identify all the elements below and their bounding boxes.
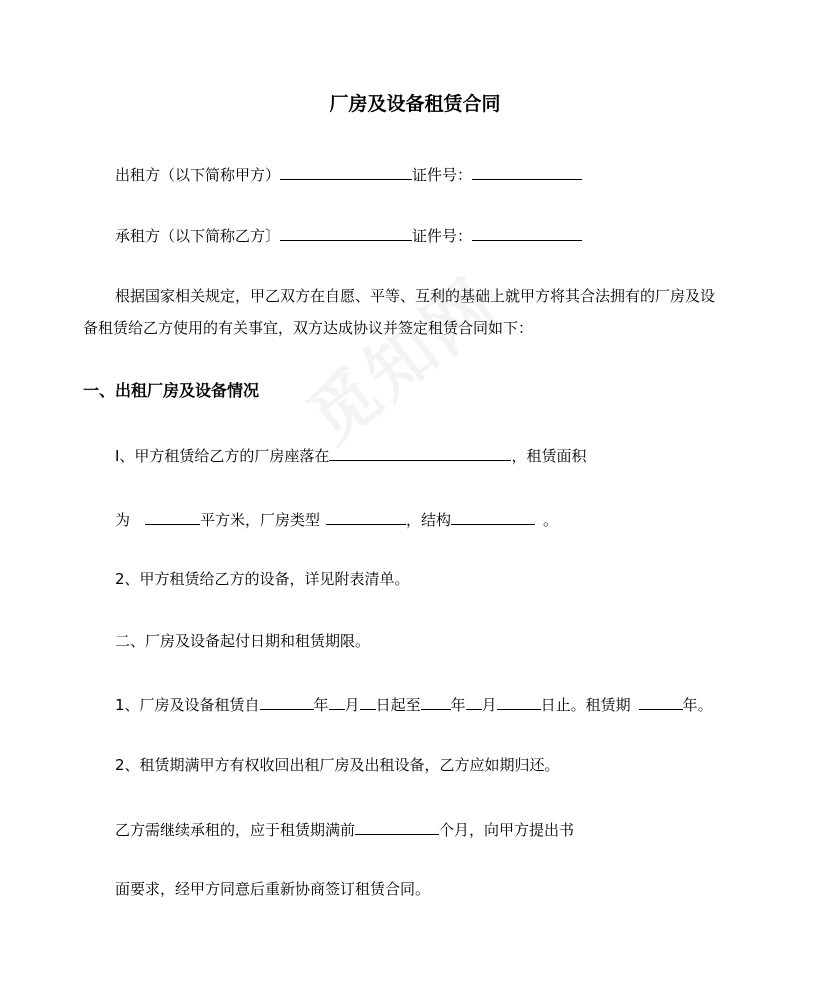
lessee-line	[115, 224, 582, 246]
structure-label: ，结构	[406, 511, 452, 529]
area-unit-and-type-label: 平方米，厂房类型	[200, 511, 321, 529]
end-month-label: 月	[481, 696, 497, 714]
renewal-notice-suffix: 个月，向甲方提出书	[439, 821, 575, 839]
notice-months-blank	[355, 818, 439, 835]
factory-type-blank	[326, 508, 406, 525]
start-year-blank	[260, 693, 314, 710]
section2-item1	[115, 693, 713, 715]
start-month-label: 月	[344, 696, 360, 714]
area-prefix: 为	[115, 511, 131, 529]
lessee-id-blank	[472, 224, 582, 241]
intro-line-1: 根据国家相关规定，甲乙双方在自愿、平等、互利的基础上就甲方将其合法拥有的厂房及设	[115, 287, 716, 305]
page-title: 厂房及设备租赁合同	[329, 93, 501, 115]
term-years-blank	[639, 693, 683, 710]
end-year-blank	[421, 693, 451, 710]
section1-item1-line2	[115, 508, 558, 530]
start-year-label: 年	[313, 696, 329, 714]
lessor-line	[115, 163, 582, 185]
line-end-period: 。	[543, 511, 559, 529]
section2-item3-line1	[115, 818, 574, 840]
term-years-label: 年。	[682, 696, 713, 714]
intro-line-2: 备租赁给乙方使用的有关事宜，双方达成协议并签定租赁合同如下：	[83, 319, 534, 337]
section2-item3-line2: 面要求，经甲方同意后重新协商签订租赁合同。	[115, 880, 431, 898]
item1-area-label: ，租赁面积	[511, 447, 587, 465]
start-month-blank	[329, 693, 345, 710]
renewal-notice-label: 乙方需继续承租的，应于租赁期满前	[115, 821, 356, 839]
section1-heading: 一、出租厂房及设备情况	[83, 381, 260, 400]
end-year-label: 年	[450, 696, 466, 714]
section2-item2: 2、租赁期满甲方有权收回出租厂房及出租设备，乙方应如期归还。	[115, 756, 560, 774]
lessor-name-blank	[280, 163, 412, 180]
end-day-and-term-label: 日止。租赁期	[540, 696, 631, 714]
term-from-label: 1、厂房及设备租赁自	[115, 696, 260, 714]
start-day-label: 日起至	[375, 696, 421, 714]
area-blank	[145, 508, 200, 525]
section2-heading: 二、厂房及设备起付日期和租赁期限。	[115, 632, 371, 650]
item1-location-label: I、甲方租赁给乙方的厂房座落在	[115, 447, 330, 465]
location-blank	[329, 444, 511, 461]
lessee-id-label: 证件号：	[412, 227, 473, 245]
end-day-blank	[497, 693, 541, 710]
end-month-blank	[466, 693, 482, 710]
watermark	[285, 252, 515, 461]
lessee-label: 承租方（以下简称乙方〕	[115, 227, 281, 245]
lessor-id-label: 证件号：	[412, 166, 473, 184]
start-day-blank	[360, 693, 376, 710]
lessee-name-blank	[280, 224, 412, 241]
lessor-label: 出租方（以下简称甲方）	[115, 166, 281, 184]
section1-item1-line1	[115, 444, 586, 466]
lessor-id-blank	[472, 163, 582, 180]
section1-item2: 2、甲方租赁给乙方的设备，详见附表清单。	[115, 570, 410, 588]
structure-blank	[451, 508, 535, 525]
